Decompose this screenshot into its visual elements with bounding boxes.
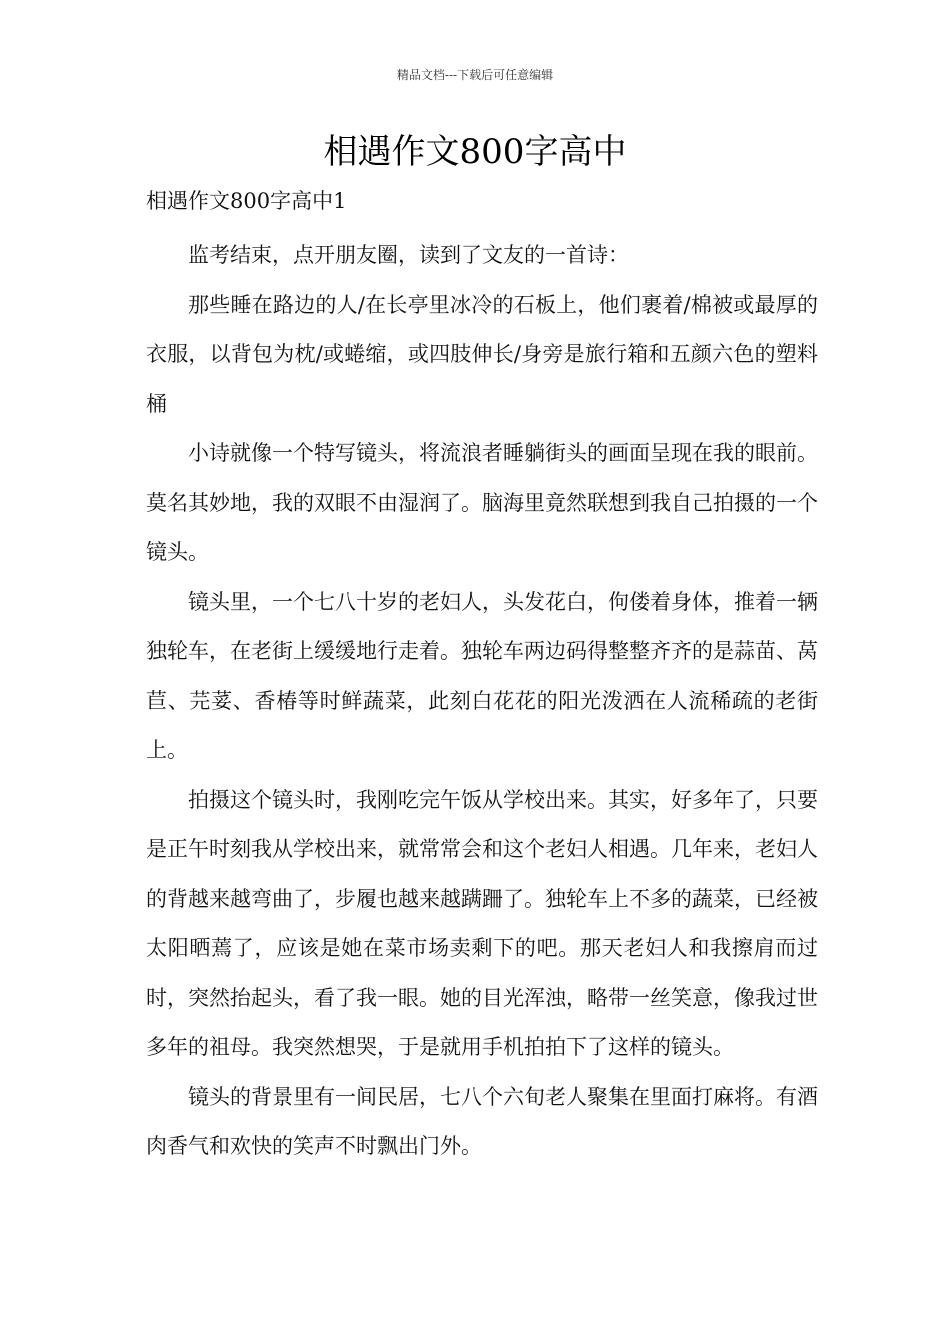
- paragraph: 小诗就像一个特写镜头，将流浪者睡躺街头的画面呈现在我的眼前。莫名其妙地，我的双眼不由湿润了。脑海里竟然联想到我自己拍摄的一个镜头。: [146, 441, 818, 564]
- header-note: 精品文档---下载后可任意编辑: [396, 68, 554, 82]
- paragraph: 拍摄这个镜头时，我刚吃完午饭从学校出来。其实，好多年了，只要是正午时刻我从学校出来，就常常会和这个老妇人相遇。几年来，老妇人的背越来越弯曲了，步履也越来越蹒跚了。独轮车上不多的蔬菜，已经被太阳晒蔫了，应该是她在菜市场卖剩下的吧。那天老妇人和我擦肩而过时，突然抬起头，看了我一眼。她的目光浑浊，略带一丝笑意，像我过世多年的祖母。我突然想哭，于是就用手机拍拍下了这样的镜头。: [146, 787, 818, 1059]
- paragraph: 监考结束，点开朋友圈，读到了文友的一首诗：: [188, 243, 629, 267]
- page-title: 相遇作文800字高中: [323, 132, 627, 172]
- paragraph: 镜头里，一个七八十岁的老妇人，头发花白，佝偻着身体，推着一辆独轮车，在老街上缓缓地行走着。独轮车两边码得整整齐齐的是蒜苗、莴苣、芫荽、香椿等时鲜蔬菜，此刻白花花的阳光泼洒在人流稀疏的老街上。: [146, 589, 818, 762]
- paragraph: 那些睡在路边的人/在长亭里冰冷的石板上，他们裹着/棉被或最厚的衣服，以背包为枕/或蜷缩，或四肢伸长/身旁是旅行箱和五颜六色的塑料桶: [146, 292, 818, 416]
- document-body: [146, 181, 818, 1172]
- paragraph: 镜头的背景里有一间民居，七八个六旬老人聚集在里面打麻将。有酒肉香气和欢快的笑声不时飘出门外。: [146, 1084, 818, 1158]
- section-subtitle: 相遇作文800字高中1: [146, 189, 347, 213]
